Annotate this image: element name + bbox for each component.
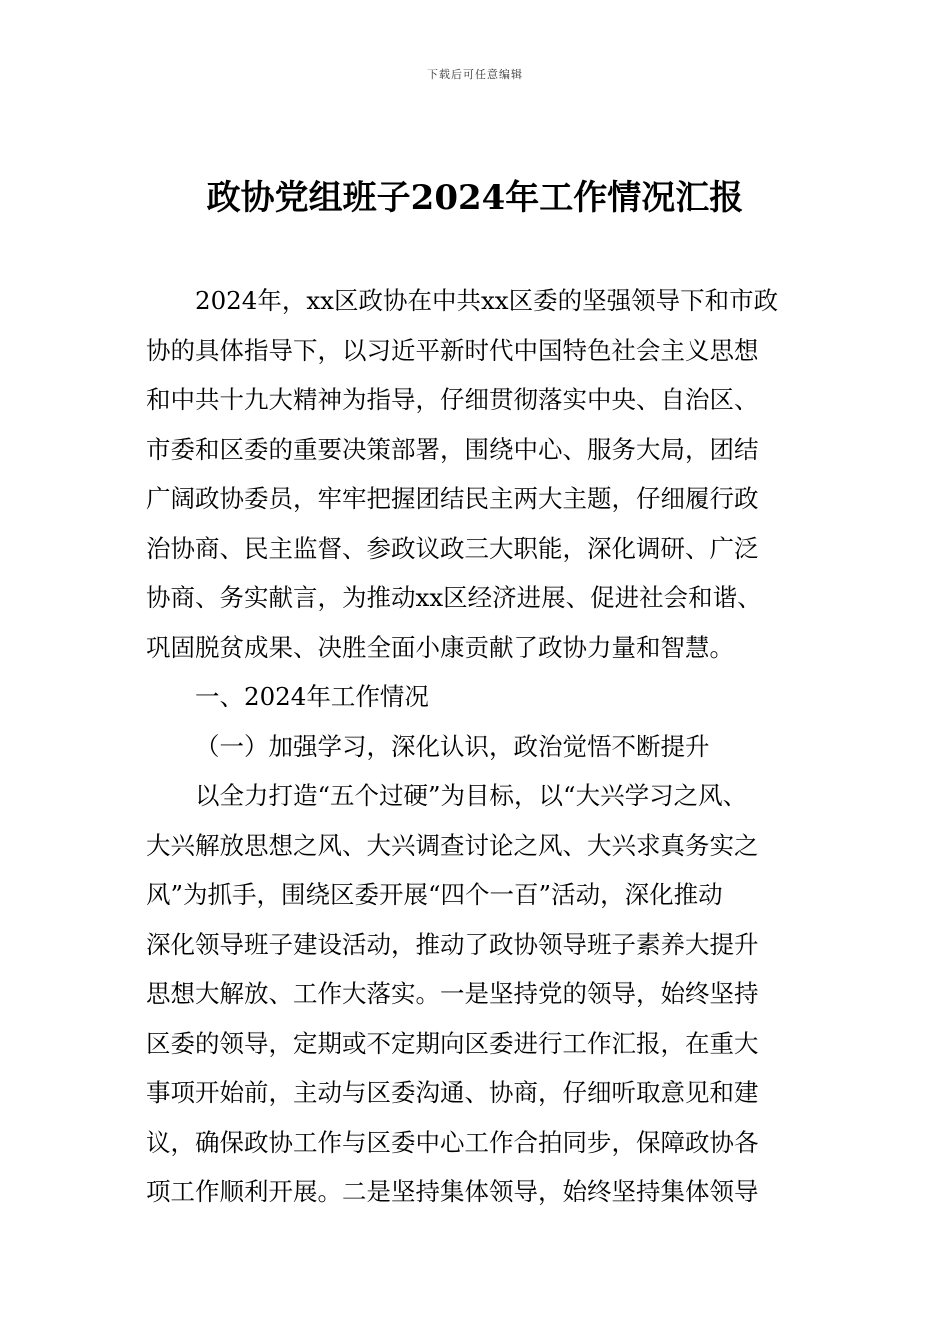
- paragraph-line: 协的具体指导下，以习近平新时代中国特色社会主义思想: [146, 335, 759, 365]
- paragraph-line: 项工作顺利开展。二是坚持集体领导，始终坚持集体领导: [146, 1177, 759, 1206]
- subsection-heading: （一）加强学习，深化认识，政治觉悟不断提升: [195, 731, 710, 761]
- paragraph-line: 2024年，xx区政协在中共xx区委的坚强领导下和市政: [195, 286, 779, 315]
- document-body: [146, 276, 846, 1217]
- paragraph-line: 治协商、民主监督、参政议政三大职能，深化调研、广泛: [146, 533, 759, 563]
- paragraph-line: 深化领导班子建设活动，推动了政协领导班子素养大提升: [146, 929, 759, 959]
- paragraph-line: 广阔政协委员，牢牢把握团结民主两大主题，仔细履行政: [146, 484, 759, 513]
- paragraph-line: 巩固脱贫成果、决胜全面小康贡献了政协力量和智慧。: [146, 632, 734, 662]
- page-header-note: 下载后可任意编辑: [427, 68, 523, 81]
- paragraph-line: 思想大解放、工作大落实。一是坚持党的领导，始终坚持: [146, 979, 759, 1008]
- paragraph-line: 协商、务实献言，为推动xx区经济进展、促进社会和谐、: [146, 583, 762, 612]
- paragraph-line: 区委的领导，定期或不定期向区委进行工作汇报，在重大: [146, 1028, 759, 1058]
- document-title: 政协党组班子2024年工作情况汇报: [206, 178, 744, 218]
- paragraph-line: 风”为抓手，围绕区委开展“四个一百”活动，深化推动: [146, 880, 723, 909]
- paragraph-line: 市委和区委的重要决策部署，围绕中心、服务大局，团结: [146, 434, 759, 464]
- paragraph-line: 事项开始前，主动与区委沟通、协商，仔细听取意见和建: [146, 1078, 759, 1107]
- paragraph-line: 议，确保政协工作与区委中心工作合拍同步，保障政协各: [146, 1127, 759, 1157]
- paragraph-line: 以全力打造“五个过硬”为目标，以“大兴学习之风、: [195, 781, 748, 810]
- paragraph-line: 和中共十九大精神为指导，仔细贯彻落实中央、自治区、: [146, 385, 759, 414]
- paragraph-line: 大兴解放思想之风、大兴调查讨论之风、大兴求真务实之: [146, 830, 759, 860]
- section-heading: 一、2024年工作情况: [195, 682, 429, 711]
